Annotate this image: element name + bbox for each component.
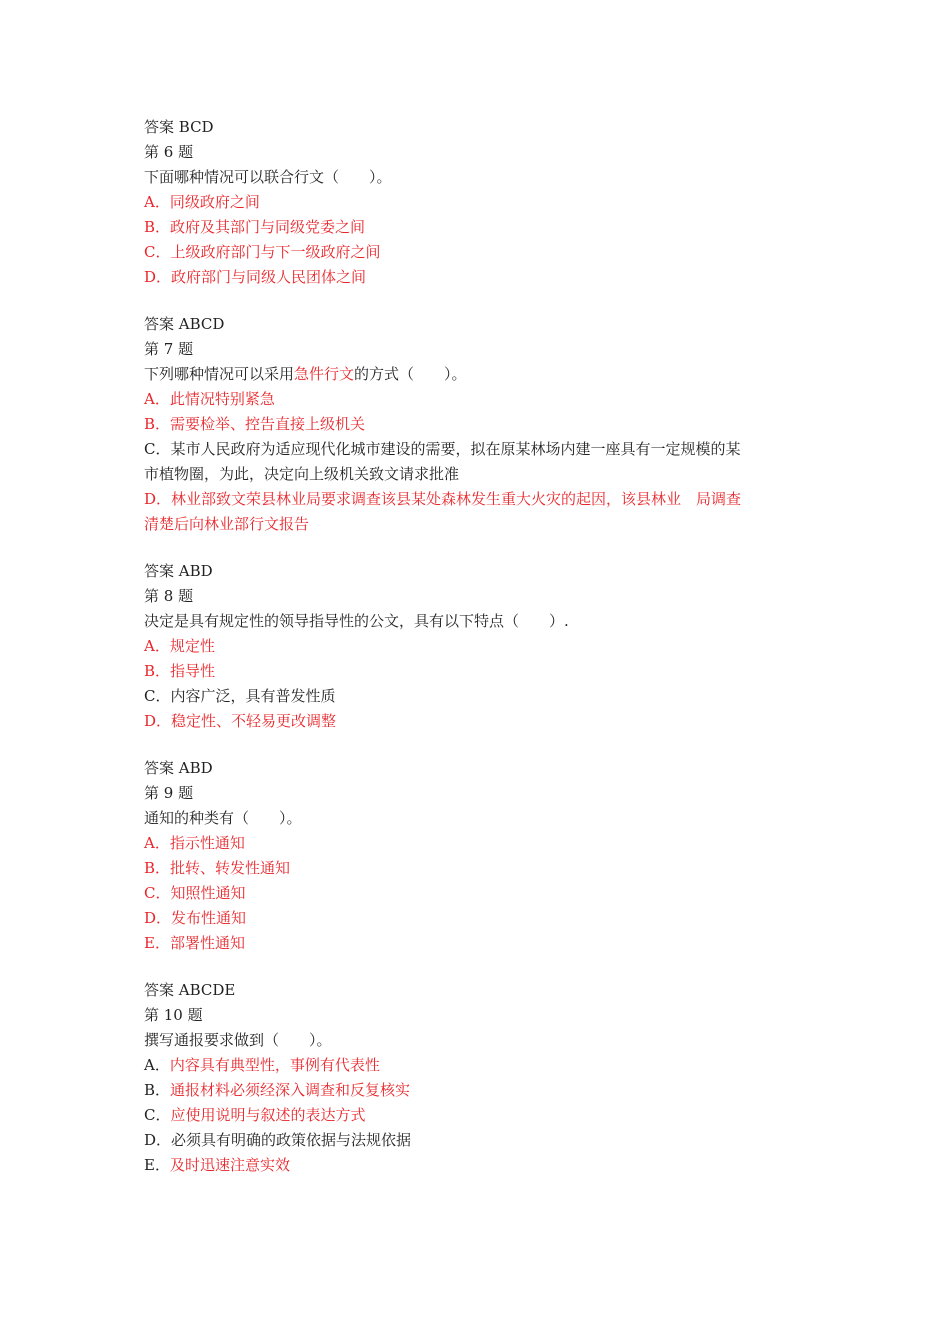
option-a: A．同级政府之间 <box>144 193 260 211</box>
option-c: C．知照性通知 <box>144 884 246 902</box>
option-label: E． <box>144 1156 170 1174</box>
option-text: 必须具有明确的政策依据与法规依据 <box>171 1131 412 1149</box>
question-number: 第 10 题 <box>144 1006 203 1024</box>
option-d: D．发布性通知 <box>144 909 247 927</box>
option-label: D． <box>144 1131 172 1149</box>
option-e <box>144 1155 290 1175</box>
answer-line: 答案 BCD <box>144 118 214 136</box>
answer-line: 答案 ABD <box>144 759 213 777</box>
question-text: 通知的种类有（ ）。 <box>144 809 302 827</box>
question-number: 第 9 题 <box>144 784 194 802</box>
answer-line: 答案 ABCD <box>144 315 225 333</box>
question-text: 下面哪种情况可以联合行文（ ）。 <box>144 168 392 186</box>
option-b: B．批转、转发性通知 <box>144 859 291 877</box>
option-label: C． <box>144 1106 171 1124</box>
option-a <box>144 1055 380 1075</box>
option-b: B．需要检举、控告直接上级机关 <box>144 415 366 433</box>
option-d <box>144 1130 411 1150</box>
option-text: 及时迅速注意实效 <box>169 1156 290 1174</box>
answer-line: 答案 ABCDE <box>144 981 236 999</box>
option-text: 内容具有典型性，事例有代表性 <box>169 1056 380 1074</box>
option-c: C．内容广泛，具有普发性质 <box>144 687 336 705</box>
option-b: B．指导性 <box>144 662 216 680</box>
option-e: E．部署性通知 <box>144 934 245 952</box>
option-d-continuation: 清楚后向林业部行文报告 <box>144 515 310 533</box>
option-c-continuation: 市植物圈，为此，决定向上级机关致文请求批准 <box>144 465 460 483</box>
option-c: C．上级政府部门与下一级政府之间 <box>144 243 381 261</box>
question-text: 撰写通报要求做到（ ）。 <box>144 1031 332 1049</box>
option-c: C．某市人民政府为适应现代化城市建设的需要，拟在原某林场内建一座具有一定规模的某 <box>144 440 741 458</box>
question-number: 第 8 题 <box>144 587 194 605</box>
option-label: B． <box>144 1081 171 1099</box>
option-d: D．政府部门与同级人民团体之间 <box>144 268 367 286</box>
option-d: D．林业部致文荣县林业局要求调查该县某处森林发生重大火灾的起因，该县林业 局调查 <box>144 490 742 508</box>
question-text-part: 下列哪种情况可以采用 <box>144 365 295 383</box>
option-label: A． <box>144 1056 170 1074</box>
option-text: 应使用说明与叙述的表达方式 <box>170 1106 366 1124</box>
answer-line: 答案 ABD <box>144 562 213 580</box>
question-text <box>144 364 467 384</box>
question-number: 第 7 题 <box>144 340 194 358</box>
option-b: B．政府及其部门与同级党委之间 <box>144 218 366 236</box>
option-text: 通报材料必须经深入调查和反复核实 <box>170 1081 411 1099</box>
question-highlight: 急件行文 <box>294 365 355 383</box>
option-b <box>144 1080 410 1100</box>
question-text-part: 的方式（ ）。 <box>354 365 467 383</box>
option-a: A．规定性 <box>144 637 215 655</box>
question-number: 第 6 题 <box>144 143 194 161</box>
option-d: D．稳定性、不轻易更改调整 <box>144 712 337 730</box>
option-a: A．指示性通知 <box>144 834 245 852</box>
option-a: A．此情况特别紧急 <box>144 390 275 408</box>
option-c <box>144 1105 366 1125</box>
question-text: 决定是具有规定性的领导指导性的公文，具有以下特点（ ）. <box>144 612 569 630</box>
